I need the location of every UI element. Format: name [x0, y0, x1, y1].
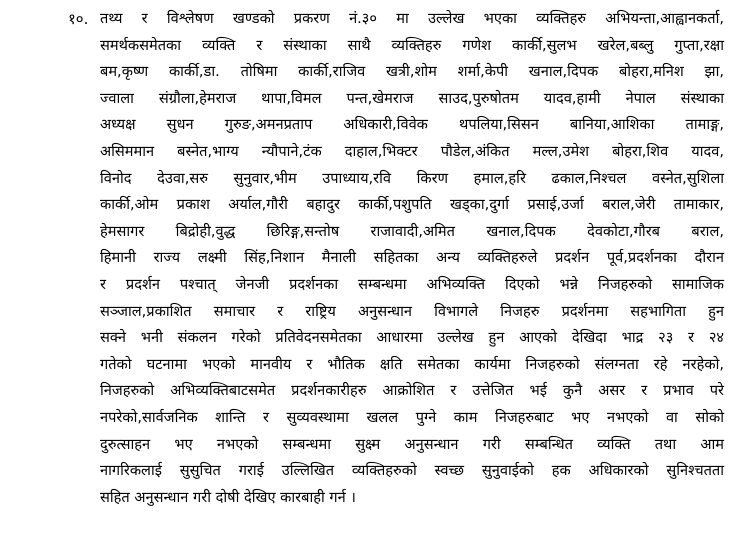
text-line: र प्रदर्शन पश्चात् जेनजी प्रदर्शनका सम्बन्धमा अभिव्यक्ति दिएको भन्ने निजहरुको सामाजिक: [100, 275, 724, 293]
text-line: गतेको घटनामा भएको मानवीय र भौतिक क्षति समेतका कार्यमा निजहरुको संलग्नता रहे नरहेको,: [100, 355, 724, 373]
text-line: समर्थकसमेतका व्यक्ति र संस्थाका साथै व्यक्तिहरु गणेश कार्की,सुलभ खरेल,बब्लु गुप्ता,रक्षा: [100, 36, 724, 54]
text-line: नपरेको,सार्वजनिक शान्ति र सुव्यवस्थामा खलल पुग्ने काम निजहरुबाट भए नभएको वा सोको: [100, 408, 724, 426]
text-line: बम,कृष्ण कार्की,डा. तोषिमा कार्की,राजिव खत्री,शोम शर्मा,केपी खनाल,दिपक बोहरा,मनिश झा,: [100, 63, 724, 81]
paragraph-body: [100, 6, 724, 511]
text-line: तथ्य र विश्लेषण खण्डको प्रकरण नं.३० मा उल्लेख भएका व्यक्तिहरु अभियन्ता,आह्वानकर्ता,: [100, 10, 724, 27]
text-line-last: सहित अनुसन्धान गरी दोषी देखिए कारबाही गर्न ।: [100, 488, 356, 506]
text-line: अध्यक्ष सुधन गुरुङ,अमनप्रताप अधिकारी,विवेक थपलिया,सिसन बानिया,आशिका तामाङ्ग,: [100, 116, 724, 134]
text-line: सञ्जाल,प्रकाशित समाचार र राष्ट्रिय अनुसन्धान विभागले निजहरु प्रदर्शनमा सहभागिता हुन: [100, 302, 724, 320]
text-line: सक्ने भनी संकलन गरेको प्रतिवेदनसमेतका आधारमा उल्लेख हुन आएको देखिदा भाद्र २३ र २४: [100, 329, 724, 347]
text-line: निजहरुको अभिव्यक्तिबाटसमेत प्रदर्शनकारीहरु आक्रोशित र उत्तेजित भई कुनै असर र प्रभाव परे: [100, 382, 724, 400]
text-line: कार्की,ओम प्रकाश अर्याल,गौरी बहादुर कार्की,पशुपति खड्का,दुर्गा प्रसाई,उर्जा बराल,जेरी तामाकार,: [100, 196, 724, 214]
text-line: हेमसागर बिद्रोही,वुद्ध छिरिङ्ग,सन्तोष राजावादी,अमित खनाल,दिपक देवकोटा,गौरब बराल,: [100, 222, 724, 240]
text-line: दुरुत्साहन भए नभएको सम्बन्धमा सुक्ष्म अनुसन्धान गरी सम्बन्धित व्यक्ति तथा आम: [100, 435, 724, 453]
text-line: विनोद देउवा,सरु सुनुवार,भीम उपाध्याय,रवि किरण हमाल,हरि ढकाल,निश्चल वस्नेत,सुशिला: [100, 169, 724, 187]
text-line: नागरिकलाई सुसुचित गराई उल्लिखित व्यक्तिहरुको स्वच्छ सुनुवाईको हक अधिकारको सुनिश्चतता: [100, 462, 724, 480]
text-line: ज्वाला संग्रौला,हेमराज थापा,विमल पन्त,खेमराज साउद,पुरुषोतम यादव,हामी नेपाल संस्थाका: [100, 89, 724, 107]
item-number: १०.: [68, 10, 89, 28]
text-line: हिमानी राज्य लक्ष्मी सिंह,निशान मैनाली सहितका अन्य व्यक्तिहरुले प्रदर्शन पूर्व,प्रदर्शनका दौरान: [100, 249, 724, 267]
text-line: असिममान बस्नेत,भाग्य न्यौपाने,टंक दाहाल,भिक्टर पौडेल,अंकित मल्ल,उमेश बोहरा,शिव यादव,: [100, 142, 724, 160]
